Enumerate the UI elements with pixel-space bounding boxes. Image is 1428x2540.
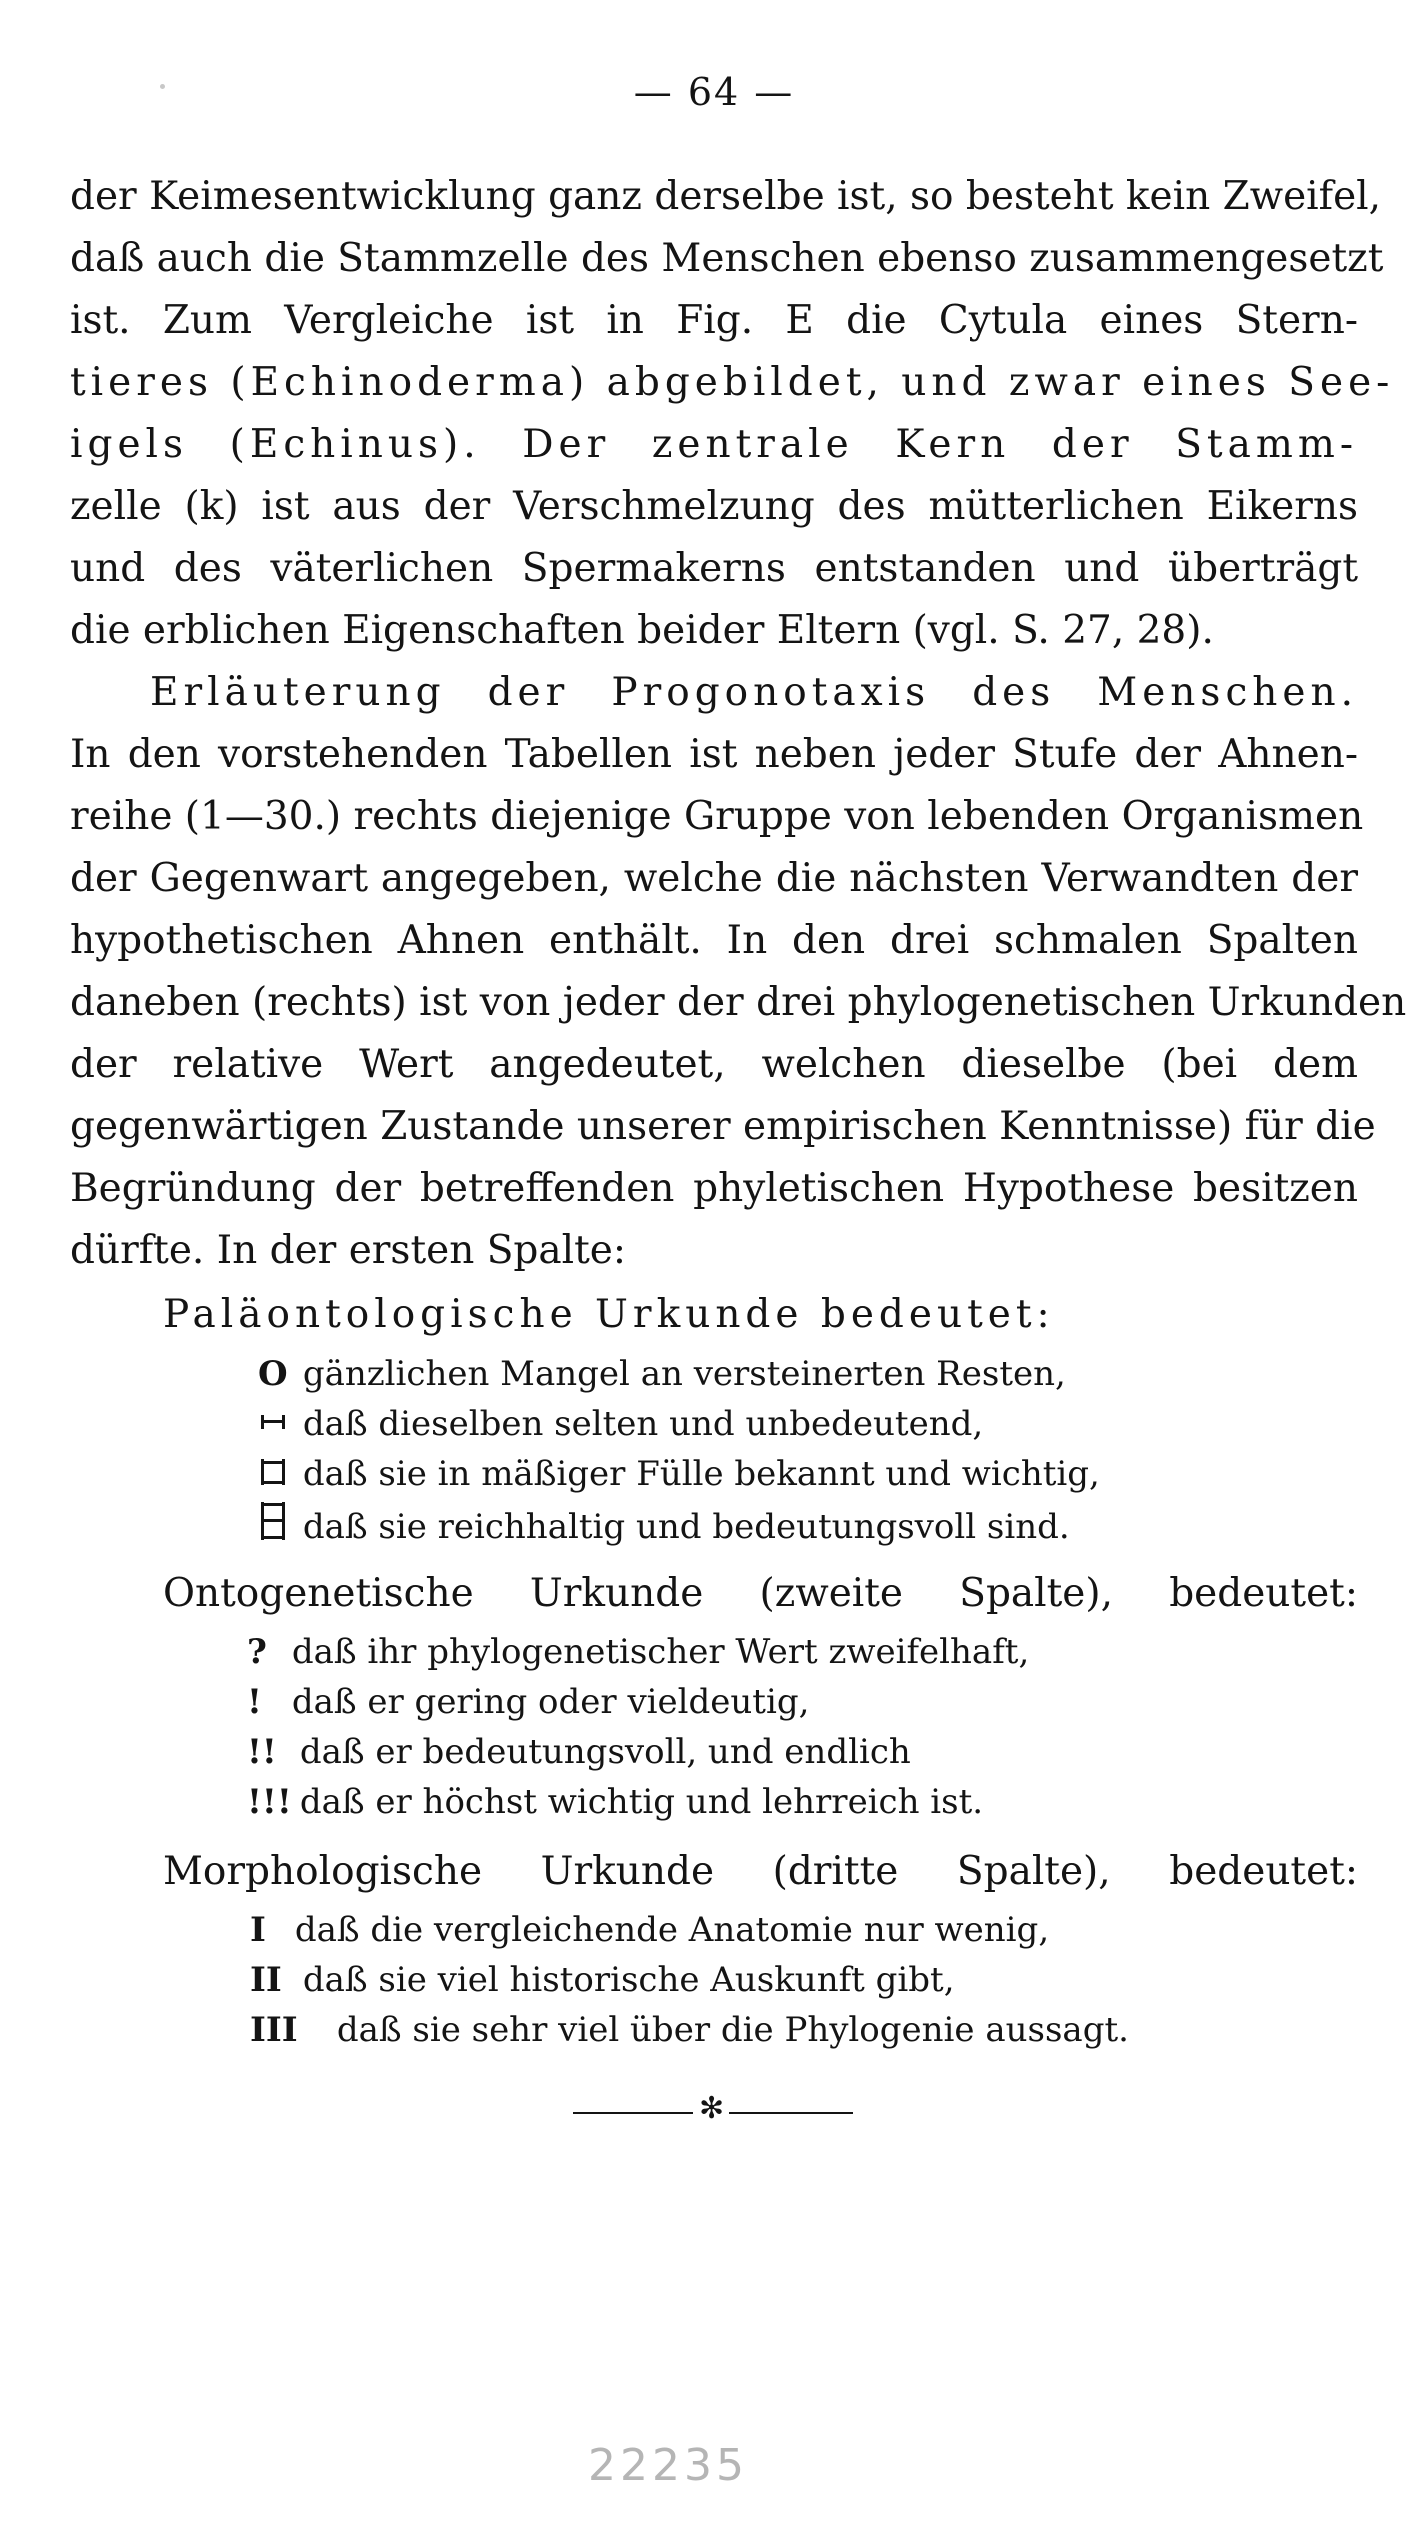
text-line: gegenwärtigen Zustande unserer empirischen Kenntnisse) für die [70,1104,1376,1149]
legend-text: gänzlichen Mangel an versteinerten Resten, [302,1354,1066,1394]
text-line: die erblichen Eigenschaften beider Eltern (vgl. S. 27, 28). [70,608,1214,653]
legend-item [258,1352,1066,1396]
legend-text: daß die vergleichende Anatomie nur wenig, [294,1910,1050,1950]
legend-text: daß er bedeutungsvoll, und endlich [299,1732,911,1772]
legend-symbol: !!! [247,1782,292,1822]
section-heading: Erläuterung der Progonotaxis des Menschen. [150,670,1358,715]
text-line: In den vorstehenden Tabellen ist neben jeder Stufe der Ahnen- [70,732,1358,777]
legend-item [247,1780,983,1824]
triple-bar-icon [258,1502,292,1542]
legend-symbol: O [258,1354,288,1394]
legend-item [250,2008,1129,2052]
text-line: hypothetischen Ahnen enthält. In den drei schmalen Spalten [70,918,1358,963]
double-bar-icon [258,1455,292,1489]
text-line: igels (Echinus). Der zentrale Kern der Stamm- [70,422,1358,467]
legend-symbol: II [250,1960,282,2000]
legend-symbol: III [250,2010,298,2050]
legend-heading-morphology: Morphologische Urkunde (dritte Spalte), bedeutet: [163,1849,1358,1894]
legend-item [250,1958,955,2002]
legend-text: daß er gering oder vieldeutig, [291,1682,810,1722]
text-line: der relative Wert angedeutet, welchen dieselbe (bei dem [70,1042,1358,1087]
text-line: zelle (k) ist aus der Verschmelzung des mütterlichen Eikerns [70,484,1358,529]
text-line: der Keimesentwicklung ganz derselbe ist, so besteht kein Zweifel, [70,174,1382,219]
text-line: und des väterlichen Spermakerns entstanden und überträgt [70,546,1358,591]
legend-text: daß sie sehr viel über die Phylogenie aussagt. [336,2010,1129,2050]
asterisk-icon: ✻ [699,2091,725,2126]
text-line: daneben (rechts) ist von jeder der drei phylogenetischen Urkunden [70,980,1407,1025]
section-divider [573,2091,853,2126]
text-line: der Gegenwart angegeben, welche die nächsten Verwandten der [70,856,1358,901]
legend-text: daß dieselben selten und unbedeutend, [302,1404,984,1444]
legend-item [258,1402,983,1446]
text-line: ist. Zum Vergleiche ist in Fig. E die Cytula eines Stern- [70,298,1358,343]
single-bar-icon [258,1405,292,1439]
legend-symbol: I [250,1910,266,1950]
legend-symbol: ! [247,1682,262,1722]
divider-rule-left [573,2112,693,2114]
legend-item [247,1730,911,1774]
text-line: tieres (Echinoderma) abgebildet, und zwar eines See- [70,360,1395,405]
text-line: reihe (1—30.) rechts diejenige Gruppe von lebenden Organismen [70,794,1364,839]
legend-heading-palaeontology: Paläontologische Urkunde bedeutet: [163,1292,1055,1337]
legend-text: daß sie in mäßiger Fülle bekannt und wichtig, [302,1454,1100,1494]
legend-text: daß er höchst wichtig und lehrreich ist. [299,1782,984,1822]
legend-symbol: ? [247,1632,267,1672]
legend-heading-ontogeny: Ontogenetische Urkunde (zweite Spalte), bedeutet: [163,1571,1358,1616]
legend-symbol: !! [247,1732,277,1772]
legend-item [247,1630,1029,1674]
text-line: dürfte. In der ersten Spalte: [70,1228,627,1273]
legend-item [247,1680,809,1724]
legend-item [250,1908,1049,1952]
pencil-mark: 22235 [588,2440,748,2491]
text-line: daß auch die Stammzelle des Menschen ebenso zusammengesetzt [70,236,1384,281]
legend-text: daß sie viel historische Auskunft gibt, [302,1960,955,2000]
divider-rule-right [729,2112,853,2114]
legend-item [258,1452,1100,1496]
text-line: Begründung der betreffenden phyletischen Hypothese besitzen [70,1166,1358,1211]
legend-text: daß ihr phylogenetischer Wert zweifelhaft, [291,1632,1030,1672]
legend-text: daß sie reichhaltig und bedeutungsvoll sind. [302,1507,1070,1547]
legend-item [258,1502,1070,1549]
page-number: — 64 — [633,70,795,114]
